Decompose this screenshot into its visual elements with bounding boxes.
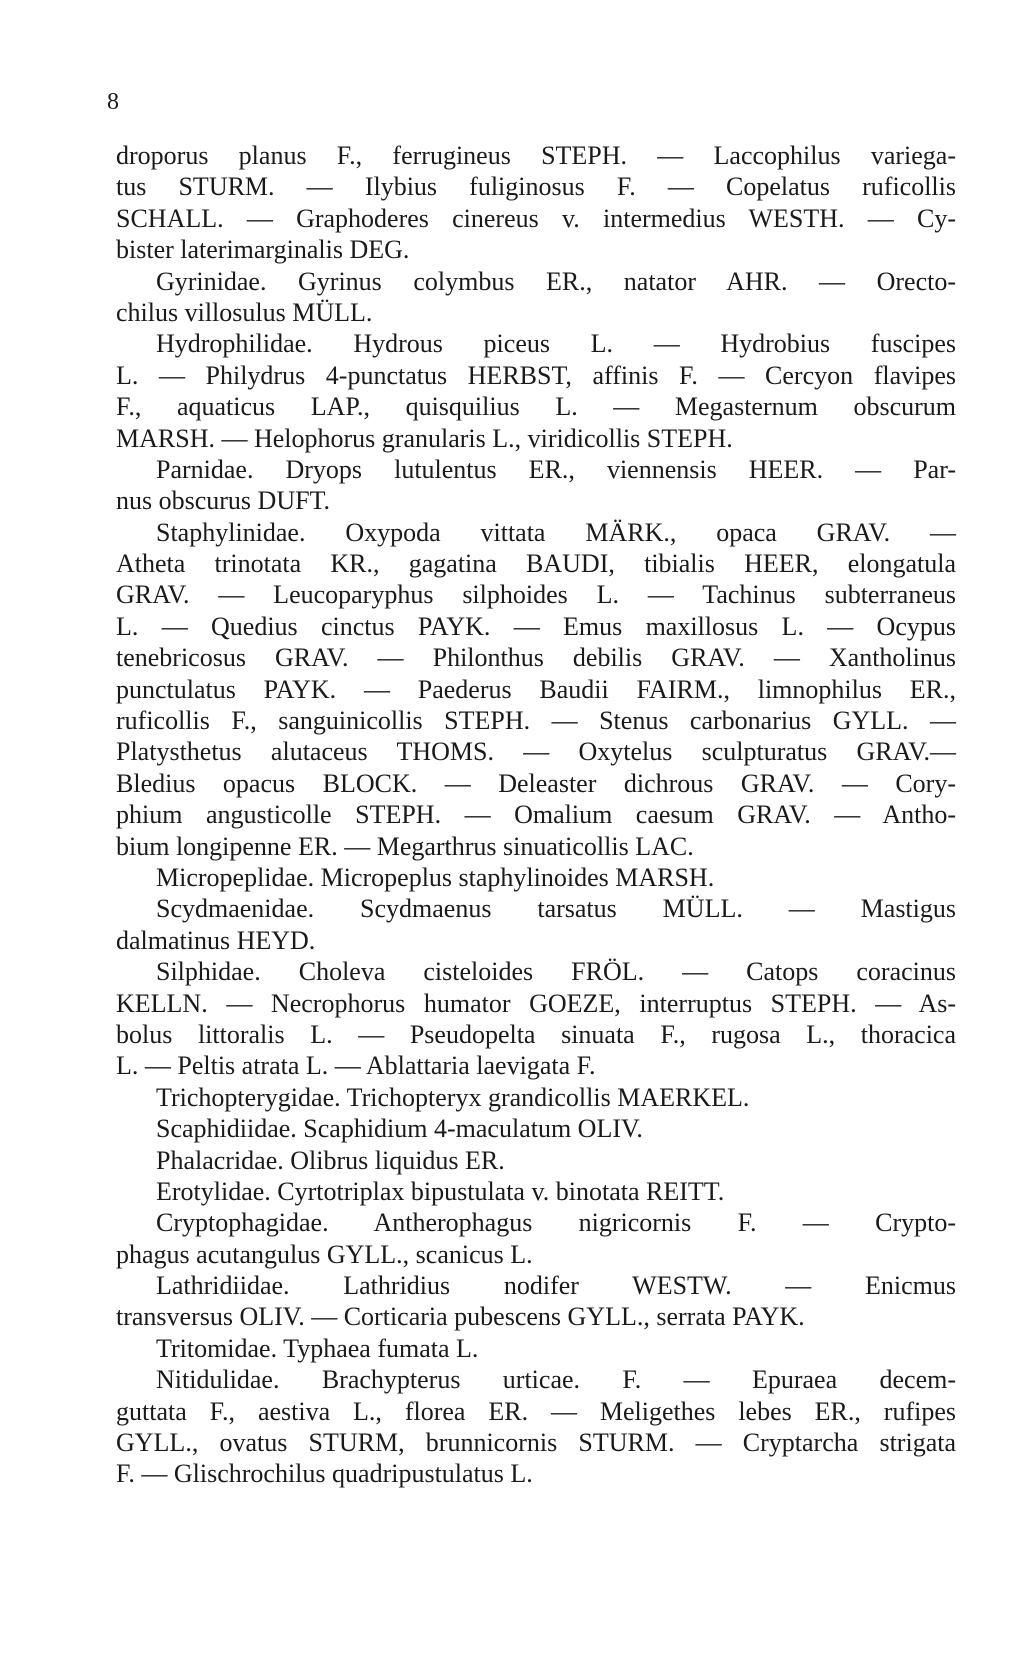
text-line: Scaphidiidae. Scaphidium 4-maculatum OLIV.: [156, 1114, 643, 1144]
text-line: guttata F., aestiva L., florea ER. — Meligethes lebes ER., rufipes: [116, 1396, 956, 1426]
text-line: Staphylinidae. Oxypoda vittata MÄRK., opaca GRAV. —: [156, 517, 956, 547]
text-line: Hydrophilidae. Hydrous piceus L. — Hydrobius fuscipes: [156, 329, 956, 359]
text-line: Micropeplidae. Micropeplus staphylinoides MARSH.: [156, 862, 715, 892]
text-line: L. — Peltis atrata L. — Ablattaria laevigata F.: [116, 1051, 596, 1081]
text-line: tus STURM. — Ilybius fuliginosus F. — Copelatus ruficollis: [116, 172, 956, 202]
text-line: Trichopterygidae. Trichopteryx grandicollis MAERKEL.: [156, 1082, 750, 1112]
text-line: SCHALL. — Graphoderes cinereus v. intermedius WESTH. — Cy-: [116, 203, 956, 233]
text-line: dalmatinus HEYD.: [116, 925, 316, 955]
text-line: bister laterimarginalis DEG.: [116, 235, 410, 265]
text-line: GYLL., ovatus STURM, brunnicornis STURM. — Cryptarcha strigata: [116, 1428, 956, 1458]
text-line: phagus acutangulus GYLL., scanicus L.: [116, 1239, 533, 1269]
text-line: nus obscurus DUFT.: [116, 486, 331, 516]
text-line: Nitidulidae. Brachypterus urticae. F. — Epuraea decem-: [156, 1365, 956, 1395]
text-line: Platysthetus alutaceus THOMS. — Oxytelus sculpturatus GRAV.—: [116, 737, 956, 767]
text-line: Scydmaenidae. Scydmaenus tarsatus MÜLL. — Mastigus: [156, 894, 956, 924]
text-line: GRAV. — Leucoparyphus silphoides L. — Tachinus subterraneus: [116, 580, 956, 610]
text-line: Phalacridae. Olibrus liquidus ER.: [156, 1145, 505, 1175]
text-line: Erotylidae. Cyrtotriplax bipustulata v. binotata REITT.: [156, 1176, 725, 1206]
page-number: 8: [107, 89, 119, 115]
body-text: [116, 140, 956, 1490]
text-line: phium angusticolle STEPH. — Omalium caesum GRAV. — Antho-: [116, 800, 956, 830]
text-line: Cryptophagidae. Antherophagus nigricornis F. — Crypto-: [156, 1208, 956, 1238]
text-line: Lathridiidae. Lathridius nodifer WESTW. — Enicmus: [156, 1271, 956, 1301]
text-line: bium longipenne ER. — Megarthrus sinuaticollis LAC.: [116, 831, 694, 861]
text-line: transversus OLIV. — Corticaria pubescens GYLL., serrata PAYK.: [116, 1302, 805, 1332]
text-line: punctulatus PAYK. — Paederus Baudii FAIRM., limnophilus ER.,: [116, 674, 956, 704]
text-line: chilus villosulus MÜLL.: [116, 297, 373, 327]
text-line: Silphidae. Choleva cisteloides FRÖL. — Catops coracinus: [156, 957, 956, 987]
text-line: tenebricosus GRAV. — Philonthus debilis GRAV. — Xantholinus: [116, 643, 956, 673]
text-line: F. — Glischrochilus quadripustulatus L.: [116, 1459, 533, 1489]
text-line: droporus planus F., ferrugineus STEPH. — Laccophilus variega-: [116, 141, 956, 170]
text-line: Atheta trinotata KR., gagatina BAUDI, tibialis HEER, elongatula: [116, 549, 956, 579]
text-line: L. — Philydrus 4-punctatus HERBST, affinis F. — Cercyon flavipes: [116, 360, 956, 390]
text-line: MARSH. — Helophorus granularis L., viridicollis STEPH.: [116, 423, 733, 453]
text-line: Tritomidae. Typhaea fumata L.: [156, 1333, 479, 1363]
text-line: L. — Quedius cinctus PAYK. — Emus maxillosus L. — Ocypus: [116, 611, 956, 641]
text-line: Parnidae. Dryops lutulentus ER., viennensis HEER. — Par-: [156, 454, 956, 484]
text-line: ruficollis F., sanguinicollis STEPH. — Stenus carbonarius GYLL. —: [116, 706, 956, 736]
text-line: KELLN. — Necrophorus humator GOEZE, interruptus STEPH. — As-: [116, 988, 956, 1018]
text-line: bolus littoralis L. — Pseudopelta sinuata F., rugosa L., thoracica: [116, 1019, 956, 1049]
text-line: F., aquaticus LAP., quisquilius L. — Megasternum obscurum: [116, 392, 956, 422]
text-line: Gyrinidae. Gyrinus colymbus ER., natator AHR. — Orecto-: [156, 266, 956, 296]
text-line: Bledius opacus BLOCK. — Deleaster dichrous GRAV. — Cory-: [116, 768, 956, 798]
